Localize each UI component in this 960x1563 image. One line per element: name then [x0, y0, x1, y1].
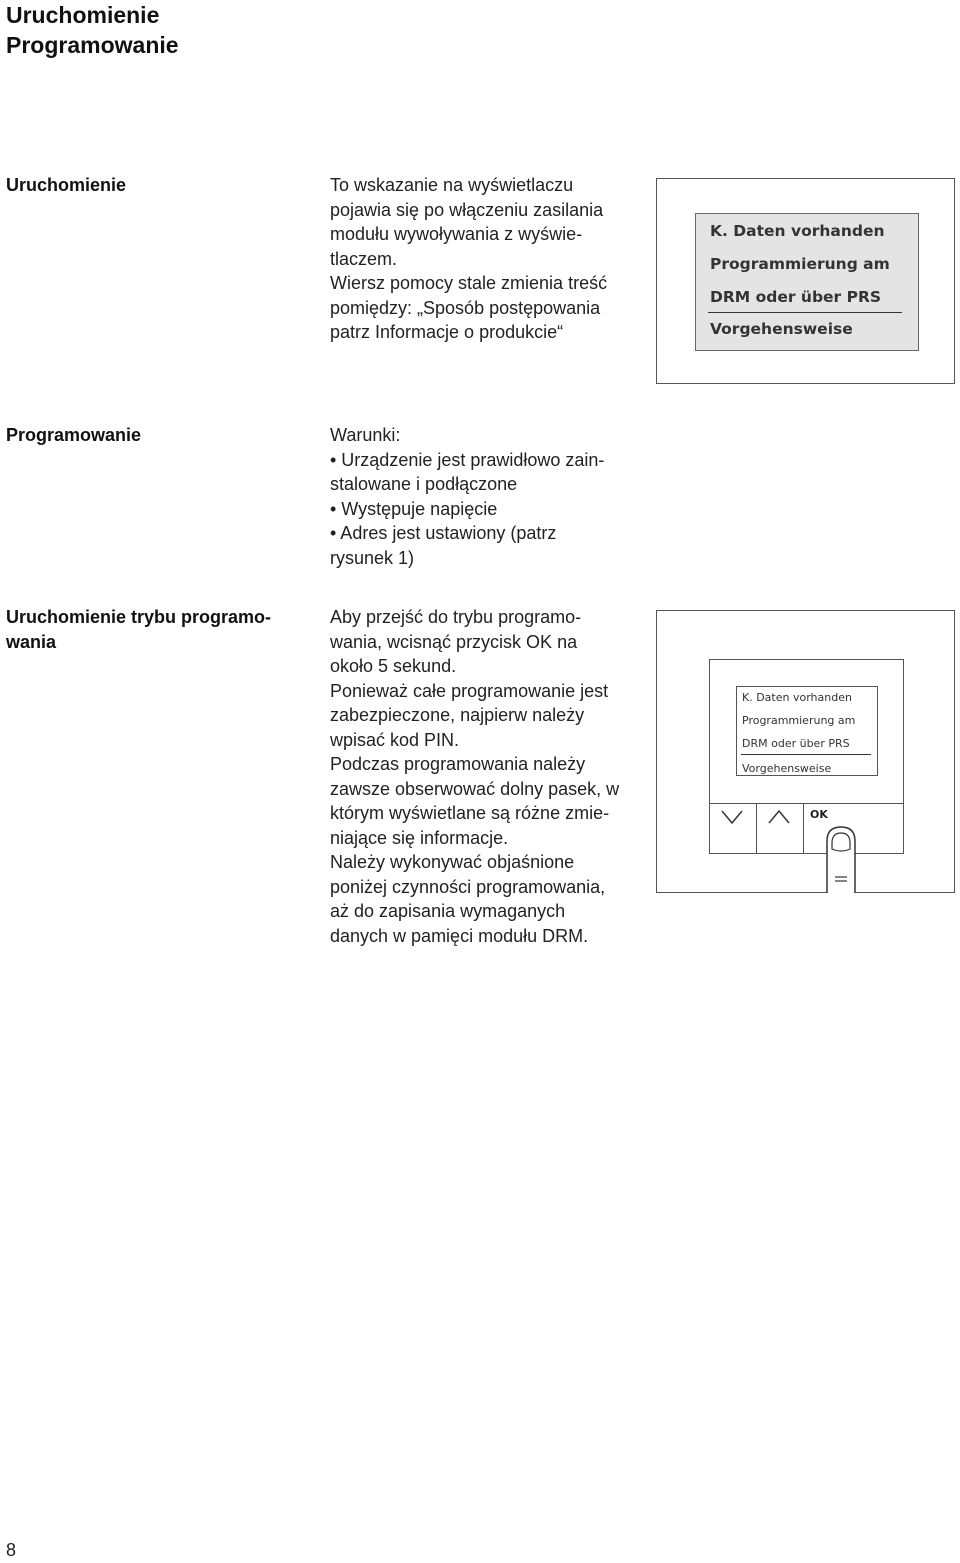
display-line-1: K. Daten vorhanden: [710, 222, 885, 240]
list-item: • Adres jest ustawiony (patrz: [330, 523, 557, 543]
text-line: pojawia się po włączeniu zasilania: [330, 199, 604, 220]
conditions-intro: Warunki:: [330, 425, 401, 445]
page-title-line-1: Uruchomienie: [6, 2, 160, 28]
list-item: stalowane i podłączone: [330, 474, 518, 494]
text-line: Ponieważ całe programowanie jest: [330, 680, 609, 701]
text-line: Podczas programowania należy: [330, 754, 586, 774]
label-line: Uruchomienie trybu programo-: [6, 607, 272, 627]
startup-description: [330, 173, 640, 345]
page-number: 8: [6, 1540, 17, 1560]
programming-conditions: [330, 423, 640, 570]
chevron-down-icon: [720, 809, 744, 825]
ok-button-label: OK: [810, 808, 828, 821]
text-line: Należy wykonywać objaśnione: [330, 852, 575, 872]
text-line: patrz Informacje o produkcie“: [330, 322, 564, 342]
device-button-row: [710, 803, 903, 853]
text-line: Wiersz pomocy stale zmienia treść: [330, 273, 608, 293]
conditions-list: [330, 448, 640, 571]
text-line: którym wyświetlane są różne zmie-: [330, 803, 610, 823]
display-line-2: Programmierung am: [710, 255, 890, 273]
call-module-device: [709, 659, 904, 854]
section-label-program-mode: [6, 605, 296, 654]
display-line-1: K. Daten vorhanden: [742, 691, 852, 704]
down-button[interactable]: [710, 804, 757, 853]
text-line: tlaczem.: [330, 248, 398, 269]
display-line-3: DRM oder über PRS: [742, 737, 850, 750]
display-separator: [708, 312, 902, 313]
text-line: niające się informacje.: [330, 827, 509, 848]
text-line: poniżej czynności programowania,: [330, 876, 606, 897]
display-help-line: Vorgehensweise: [742, 762, 832, 775]
display-screen: [695, 213, 919, 351]
up-button[interactable]: [757, 804, 804, 853]
display-help-line: Vorgehensweise: [710, 320, 853, 338]
text-line: zabezpieczone, najpierw należy: [330, 705, 585, 725]
text-line: wania, wcisnąć przycisk OK na: [330, 631, 578, 652]
figure-device-program-mode: [656, 610, 955, 893]
section-label-startup: Uruchomienie: [6, 175, 127, 195]
display-screen-small: [736, 686, 878, 776]
program-mode-description: [330, 605, 640, 948]
page-title-line-2: Programowanie: [6, 32, 179, 58]
text-line: aż do zapisania wymaganych: [330, 901, 566, 921]
list-item: • Występuje napięcie: [330, 498, 498, 519]
finger-press-icon: [823, 825, 859, 893]
chevron-up-icon: [767, 809, 791, 825]
list-item: rysunek 1): [330, 547, 415, 568]
text-line: modułu wywoływania z wyświe-: [330, 224, 583, 244]
label-line: wania: [6, 631, 57, 652]
text-line: wpisać kod PIN.: [330, 729, 460, 750]
text-line: pomiędzy: „Sposób postępowania: [330, 297, 601, 318]
text-line: Aby przejść do trybu programo-: [330, 607, 582, 627]
section-label-programming: Programowanie: [6, 425, 142, 445]
display-separator: [741, 754, 871, 755]
text-line: około 5 sekund.: [330, 656, 457, 676]
display-line-3: DRM oder über PRS: [710, 288, 882, 306]
text-line: zawsze obserwować dolny pasek, w: [330, 778, 620, 799]
text-line: danych w pamięci modułu DRM.: [330, 925, 589, 946]
text-line: To wskazanie na wyświetlaczu: [330, 175, 574, 195]
display-line-2: Programmierung am: [742, 714, 856, 727]
page-title: [6, 0, 406, 60]
figure-display-startup: [656, 178, 955, 384]
list-item: • Urządzenie jest prawidłowo zain-: [330, 449, 605, 470]
